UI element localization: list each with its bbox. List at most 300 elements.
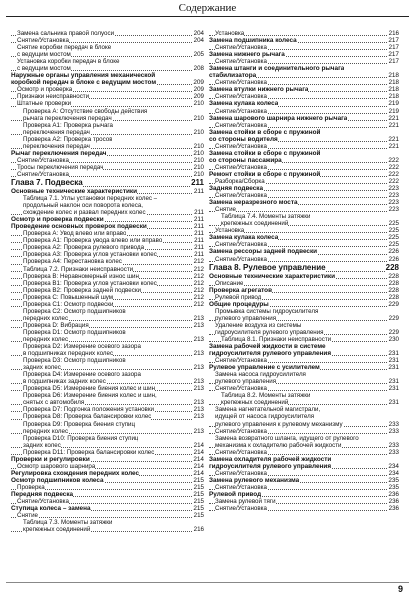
toc-entry-page: 228 — [388, 279, 399, 287]
toc-entry-page: 223 — [388, 199, 399, 207]
header-divider — [6, 16, 409, 17]
toc-entry-page: 225 — [388, 227, 399, 235]
toc-entry-page: 229 — [388, 314, 399, 322]
toc-entry-page: 234 — [388, 469, 399, 477]
toc-entry-title: Удаление воздуха из системы — [215, 321, 302, 329]
toc-entry-page: 210 — [193, 170, 204, 178]
toc-entry-title: рычага переключения передач — [23, 114, 112, 122]
toc-entry — [11, 164, 204, 171]
toc-entry-page: 223 — [388, 185, 399, 193]
toc-entry-title: Проверка С2: Осмотр подшипников — [23, 307, 126, 315]
toc-entry-title: крепежных соединений — [23, 526, 91, 534]
toc-entry — [209, 364, 399, 371]
toc-entry — [11, 526, 204, 533]
toc-entry-page: 214 — [193, 455, 204, 463]
toc-entry — [11, 399, 204, 406]
toc-entry — [11, 512, 204, 519]
toc-entry — [209, 322, 399, 329]
toc-entry-page: 213 — [193, 406, 204, 414]
toc-entry-page: 234 — [388, 462, 399, 470]
toc-entry — [11, 108, 204, 115]
toc-entry-title: Наружные органы управления механической — [11, 72, 156, 80]
toc-entry-title: Замена подшипника колеса — [209, 37, 297, 45]
toc-entry-page: 217 — [388, 58, 399, 66]
toc-entry-title: Проверка D7: Подгонка положения установки — [23, 406, 154, 414]
toc-entry — [209, 136, 399, 143]
toc-entry-title: задних колес — [23, 364, 61, 372]
toc-entry-page: 225 — [388, 234, 399, 242]
toc-entry-title: продольный наклон оси поворота колеса, — [23, 202, 143, 210]
toc-entry — [209, 178, 399, 185]
toc-entry-title: в подшипниках задних колес — [23, 378, 106, 386]
toc-entry-title: переключения передач — [23, 128, 90, 136]
toc-entry-title: Проверка А3: Проверка углов установки колес — [23, 251, 157, 259]
toc-entry-page: 221 — [388, 114, 399, 122]
toc-entry — [11, 188, 204, 195]
toc-entry — [209, 72, 399, 79]
toc-entry-page: 219 — [388, 100, 399, 108]
toc-entry — [11, 93, 204, 100]
toc-entry-page: 225 — [388, 241, 399, 249]
toc-entry-title: Проверка D8: Проверка балансировки колес — [23, 413, 152, 421]
toc-entry-page: 233 — [388, 427, 399, 435]
toc-entry-title: Замена шарового шарнира нижнего рычага — [209, 114, 348, 122]
toc-entry-title: Установка коробки передач в блоке — [17, 58, 120, 66]
toc-entry-title: Замена возвратного шланга, идущего от рулевого — [215, 434, 359, 442]
toc-entry-page: 210 — [193, 163, 204, 171]
toc-entry-title: Снятие/Установка — [215, 142, 267, 150]
toc-entry-title: гидроусилителя рулевого управления — [209, 350, 332, 358]
toc-entry-title: Снятие/Установка — [215, 427, 267, 435]
toc-entry-page: 222 — [388, 177, 399, 185]
toc-entry-page: 213 — [193, 350, 204, 358]
toc-entry-title: снятых с автомобиля — [23, 399, 85, 407]
toc-entry-page: 221 — [388, 135, 399, 143]
page-header — [0, 0, 415, 20]
toc-entry-page: 214 — [193, 441, 204, 449]
toc-entry-page: 215 — [193, 498, 204, 506]
toc-entry-page: 217 — [388, 44, 399, 52]
toc-entry — [11, 258, 204, 265]
toc-entry — [209, 371, 399, 378]
toc-entry-title: с ведущим мостом — [17, 51, 71, 59]
toc-entry-page: 209 — [193, 93, 204, 101]
toc-entry-page: 213 — [193, 399, 204, 407]
toc-entry — [209, 234, 399, 241]
toc-entry — [11, 37, 204, 44]
toc-entry — [209, 157, 399, 164]
toc-entry-title: крепежных соединений — [221, 399, 289, 407]
toc-entry-page: 217 — [388, 51, 399, 59]
toc-entry — [209, 79, 399, 86]
toc-entry — [11, 329, 204, 336]
toc-entry-title: Замена сальника правой полуоси — [17, 30, 115, 37]
toc-entry — [11, 171, 204, 178]
toc-entry-page: 217 — [388, 37, 399, 45]
toc-entry — [11, 385, 204, 392]
toc-entry — [11, 392, 204, 399]
toc-entry-title: Проверка D6: Измерение биения колес и шин, — [23, 392, 157, 400]
toc-entry-title: рулевого управления к рулевому механизму — [215, 420, 343, 428]
toc-entry-page: 211 — [194, 209, 204, 217]
toc-entry-page: 229 — [388, 300, 399, 308]
toc-entry-page: 204 — [193, 30, 204, 37]
toc-entry — [209, 350, 399, 357]
toc-entry-page: 212 — [193, 272, 204, 280]
toc-entry-title: Снятие/Установка — [215, 107, 267, 115]
toc-entry-title: Проверка А2: Проверка рулевого привода — [23, 244, 145, 252]
toc-chapter — [11, 178, 204, 188]
toc-entry-page: 226 — [388, 248, 399, 256]
toc-entry-page: 222 — [388, 170, 399, 178]
toc-entry-page: 213 — [193, 413, 204, 421]
toc-entry-page: 218 — [388, 86, 399, 94]
toc-entry-page: 218 — [388, 93, 399, 101]
toc-entry — [209, 442, 399, 449]
toc-entry — [209, 44, 399, 51]
toc-entry — [209, 498, 399, 505]
toc-entry-page: 228 — [388, 293, 399, 301]
toc-entry-title: Снятие/Установка — [215, 483, 267, 491]
toc-entry-page: 222 — [388, 156, 399, 164]
toc-entry-title: Проверка D10: Проверка биения ступиц — [23, 434, 139, 442]
toc-entry-page: 215 — [193, 483, 204, 491]
toc-entry-page: 236 — [388, 491, 399, 498]
toc-entry-title: Осмотр и проверка — [17, 86, 73, 94]
toc-entry-title: Снятие/Установка — [215, 505, 267, 513]
toc-entry-title: Проверка С1: Осмотр подвески — [23, 300, 114, 308]
toc-entry-page: 211 — [193, 187, 204, 195]
toc-entry — [11, 216, 204, 223]
toc-entry-title: Проверка D1: Осмотр подшипников — [23, 328, 126, 336]
toc-entry-title: Тросы переключения передач — [17, 163, 104, 171]
page-title: Содержание — [178, 2, 237, 14]
toc-entry — [209, 213, 399, 220]
toc-entry-title: Замена насоса гидроусилителя — [215, 371, 306, 379]
toc-entry-title: Проверка А: Увод влево или вправо — [23, 230, 127, 238]
toc-entry-title: Проверка В: Неравномерный износ шин — [23, 272, 139, 280]
toc-entry-title: Проверка В2: Проверка задней подвески — [23, 286, 141, 294]
toc-entry-title: Рулевой привод — [215, 293, 262, 301]
toc-entry-title: переключения передач — [23, 142, 90, 150]
toc-entry — [209, 329, 399, 336]
toc-entry — [209, 343, 399, 350]
toc-entry-title: Снятие/Установка — [17, 37, 69, 45]
toc-entry-title: Замена рулевой тяги — [215, 498, 276, 506]
toc-entry — [209, 129, 399, 136]
toc-entry-title: Регулировка схождения передних колес — [11, 469, 140, 477]
toc-entry-title: Передняя подвеска — [11, 491, 74, 498]
toc-entry-title: Проверка агрегатов — [209, 286, 272, 294]
toc-entry-title: Проверка D5: Измерение биения колес и шин — [23, 385, 156, 393]
toc-entry — [11, 72, 204, 79]
toc-entry-page: 233 — [388, 441, 399, 449]
toc-entry — [11, 456, 204, 463]
toc-entry-title: Глава 7. Подвеска — [11, 177, 83, 187]
toc-entry-title: Ступица колеса – замена — [11, 505, 91, 513]
toc-entry-title: Проверки и регулировки — [11, 455, 90, 463]
toc-entry-page: 210 — [193, 100, 204, 108]
toc-entry — [209, 227, 399, 234]
toc-entry — [11, 202, 204, 209]
toc-entry — [11, 301, 204, 308]
toc-entry-title: Снятие/Установка — [215, 357, 267, 365]
toc-entry-page: 236 — [388, 505, 399, 513]
toc-entry — [11, 136, 204, 143]
toc-entry-title: Снятие/Установка — [215, 255, 267, 263]
toc-entry-title: Установка — [215, 30, 245, 37]
toc-entry-page: 216 — [388, 30, 399, 37]
toc-entry — [209, 143, 399, 150]
toc-entry — [209, 301, 399, 308]
toc-entry-page: 210 — [193, 156, 204, 164]
toc-entry-title: Проверка А1: Проверка рычага — [23, 121, 113, 129]
toc-entry — [209, 399, 399, 406]
toc-entry-title: Проверка А: Отсутствие свободы действия — [23, 107, 148, 115]
toc-entry-page: 205 — [193, 51, 204, 59]
toc-entry-page: 231 — [388, 385, 399, 393]
toc-entry — [11, 343, 204, 350]
toc-entry — [209, 206, 399, 213]
toc-entry-page: 229 — [388, 328, 399, 336]
toc-entry-title: Снятие/Установка — [17, 170, 69, 178]
toc-entry-page: 212 — [193, 258, 204, 266]
toc-entry-title: Таблица 7.4. Моменты затяжки — [221, 213, 311, 221]
toc-entry — [11, 498, 204, 505]
toc-entry-title: Основные технические характеристики — [209, 272, 336, 280]
toc-entry-page: 213 — [193, 364, 204, 372]
toc-entry-title: Снятие/Установка — [17, 156, 69, 164]
toc-entry-page: 228 — [388, 272, 399, 280]
toc-entry — [209, 421, 399, 428]
toc-entry — [11, 442, 204, 449]
toc-entry-title: Снятие/Установка — [215, 93, 267, 101]
toc-entry-title: Снятие/Установка — [215, 163, 267, 171]
toc-entry-title: Описание — [215, 279, 244, 287]
toc-entry-page: 235 — [388, 476, 399, 484]
toc-entry — [11, 364, 204, 371]
toc-entry-page: 221 — [388, 121, 399, 129]
toc-entry — [11, 477, 204, 484]
toc-entry — [11, 413, 204, 420]
toc-entry — [11, 350, 204, 357]
toc-entry-page: 230 — [388, 335, 399, 343]
toc-entry-page: 212 — [193, 265, 204, 273]
toc-entry — [11, 115, 204, 122]
toc-entry — [209, 108, 399, 115]
toc-entry — [209, 220, 399, 227]
toc-entry-title: Замена рессоры задней подвески — [209, 248, 318, 256]
toc-entry-page: 233 — [388, 448, 399, 456]
toc-entry-title: Замена рабочей жидкости в системе — [209, 343, 326, 351]
toc-entry-title: схождение колес и развал передних колес — [23, 209, 146, 217]
toc-entry-page: 218 — [388, 72, 399, 80]
toc-entry-title: Снятие/Установка — [215, 192, 267, 200]
toc-entry-page: 213 — [193, 378, 204, 386]
toc-entry-page: 218 — [388, 79, 399, 87]
toc-entry-title: Снятие/Установка — [215, 58, 267, 66]
page-footer — [0, 582, 415, 600]
toc-entry-title: Замена штанги и соединительного рычага — [209, 65, 345, 73]
toc-entry-page: 216 — [193, 526, 204, 534]
dot-leader — [11, 517, 204, 518]
toc-entry-title: Рычаг переключения передач — [11, 149, 107, 157]
toc-entry-page: 209 — [193, 86, 204, 94]
toc-entry — [209, 357, 399, 364]
toc-entry — [11, 280, 204, 287]
toc-entry-title: Снятие/Установка — [215, 121, 267, 129]
toc-entry — [11, 122, 204, 129]
toc-entry — [11, 223, 204, 230]
toc-entry-title: Замена рулевого механизма — [209, 476, 300, 484]
toc-entry-title: Проверка А4: Перестановка колес — [23, 258, 122, 266]
toc-entry-title: Глава 8. Рулевое управление — [209, 262, 326, 272]
dot-leader — [209, 211, 399, 212]
toc-entry-page: 211 — [194, 251, 204, 259]
toc-entry-title: Осмотр подшипников колеса — [11, 476, 104, 484]
toc-entry — [11, 30, 204, 37]
toc-entry-page: 231 — [388, 399, 399, 407]
toc-entry-page: 212 — [193, 300, 204, 308]
toc-entry — [209, 378, 399, 385]
toc-entry — [209, 86, 399, 93]
toc-entry-title: Проверка D4: Измерение осевого зазора — [23, 371, 141, 379]
toc-entry-title: рулевого управления — [215, 378, 277, 386]
toc-entry — [209, 435, 399, 442]
toc-entry-title: Замена неразрезного моста — [209, 199, 298, 207]
toc-entry-page: 235 — [388, 483, 399, 491]
toc-entry — [11, 209, 204, 216]
toc-right-column — [209, 30, 399, 512]
toc-entry — [11, 421, 204, 428]
toc-entry-title: со стороны водителя — [209, 135, 278, 143]
toc-entry — [11, 491, 204, 498]
toc-entry-title: Рулевое управление с усилителем — [209, 364, 320, 372]
toc-entry-page: 210 — [193, 114, 204, 122]
toc-entry-title: Проверка — [17, 483, 45, 491]
toc-entry-title: Таблица 7.3. Моменты затяжки — [23, 519, 113, 527]
toc-entry — [209, 256, 399, 263]
toc-entry — [11, 378, 204, 385]
toc-entry — [209, 392, 399, 399]
toc-entry — [209, 287, 399, 294]
toc-entry-page: 215 — [193, 491, 204, 498]
toc-entry-page: 213 — [193, 385, 204, 393]
toc-entry — [11, 484, 204, 491]
toc-entry-title: Проведение основных проверок подвески — [11, 223, 147, 231]
toc-entry — [11, 357, 204, 364]
footer-divider — [6, 582, 409, 583]
toc-entry — [209, 100, 399, 107]
toc-entry-title: передних колес — [23, 314, 69, 322]
toc-entry-title: с ведущим мостом — [17, 65, 71, 73]
toc-entry — [11, 470, 204, 477]
toc-entry — [209, 51, 399, 58]
toc-entry-title: идущей от насоса гидроусилителя — [215, 413, 315, 421]
toc-entry — [11, 294, 204, 301]
toc-entry-title: Основные технические характеристики — [11, 187, 138, 195]
toc-entry — [209, 294, 399, 301]
toc-entry — [209, 308, 399, 315]
toc-entry-title: Проверка А2: Проверка тросов — [23, 135, 113, 143]
toc-entry — [11, 195, 204, 202]
toc-entry-title: рулевого управления — [215, 314, 277, 322]
toc-entry-page: 209 — [193, 79, 204, 87]
toc-entry-page: 215 — [193, 512, 204, 520]
toc-entry — [209, 164, 399, 171]
toc-entry — [11, 308, 204, 315]
toc-entry-title: Таблица 7.1. Углы установки передних колес – — [23, 195, 158, 203]
toc-entry-page: 215 — [193, 476, 204, 484]
toc-entry — [209, 456, 399, 463]
toc-entry-page: 213 — [193, 314, 204, 322]
toc-entry-page: 204 — [193, 37, 204, 45]
toc-entry-page: 211 — [191, 177, 204, 187]
toc-entry-page: 214 — [193, 448, 204, 456]
toc-entry-title: Осмотр шарового шарнира — [17, 462, 96, 470]
toc-entry-page: 214 — [193, 469, 204, 477]
toc-entry-title: Проверка D3: Осмотр подшипников — [23, 357, 126, 365]
toc-entry-title: Таблица 8.1. Признаки неисправности — [221, 335, 332, 343]
toc-entry — [11, 406, 204, 413]
toc-entry — [209, 505, 399, 512]
toc-entry — [209, 385, 399, 392]
toc-entry — [11, 287, 204, 294]
toc-entry-title: Замена нагнетательной магистрали, — [215, 406, 321, 414]
toc-left-column — [11, 30, 204, 533]
toc-entry-page: 231 — [388, 378, 399, 386]
toc-entry-title: Замена кулака колеса — [209, 234, 279, 242]
toc-entry — [209, 171, 399, 178]
toc-entry-page: 211 — [194, 230, 204, 238]
toc-entry-title: Рулевой привод — [209, 491, 262, 498]
toc-entry — [11, 505, 204, 512]
toc-entry — [209, 336, 399, 343]
toc-entry-page: 211 — [194, 237, 204, 245]
toc-entry — [209, 280, 399, 287]
toc-entry-title: Замена нижнего рычага — [209, 51, 285, 59]
toc-entry-title: гидроусилителя рулевого управления — [215, 328, 324, 336]
toc-entry — [209, 241, 399, 248]
toc-entry — [11, 51, 204, 58]
toc-entry-title: Замена кулака колеса — [209, 100, 279, 108]
toc-entry — [11, 237, 204, 244]
toc-entry-title: коробкой передач в блоке с ведущим мостом — [11, 79, 157, 87]
toc-entry-page: 210 — [193, 149, 204, 157]
toc-entry-title: со стороны пассажира — [209, 156, 282, 164]
toc-entry — [209, 477, 399, 484]
toc-entry-title: задних колес — [23, 441, 61, 449]
toc-entry-title: Проверка D11: Проверка балансировки колес — [23, 448, 155, 456]
toc-entry-title: гидроусилителя рулевого управления — [209, 462, 332, 470]
toc-entry — [209, 192, 399, 199]
toc-entry-page: 211 — [193, 216, 204, 224]
toc-entry-title: Таблица 8.2. Моменты затяжки — [221, 392, 311, 400]
toc-entry — [11, 266, 204, 273]
toc-entry — [209, 58, 399, 65]
toc-entry-page: 222 — [388, 163, 399, 171]
toc-entry — [209, 428, 399, 435]
toc-entry-page: 228 — [388, 286, 399, 294]
toc-entry — [209, 65, 399, 72]
toc-entry-title: Ремонт стойки в сборе с пружиной — [209, 170, 321, 178]
toc-entry-title: Снятие/Установка — [215, 448, 267, 456]
toc-entry — [209, 470, 399, 477]
toc-entry-page: 226 — [388, 255, 399, 263]
toc-entry-page: 223 — [388, 192, 399, 200]
toc-entry-title: механизма к охладителю рабочей жидкости — [215, 441, 342, 449]
toc-entry — [209, 185, 399, 192]
